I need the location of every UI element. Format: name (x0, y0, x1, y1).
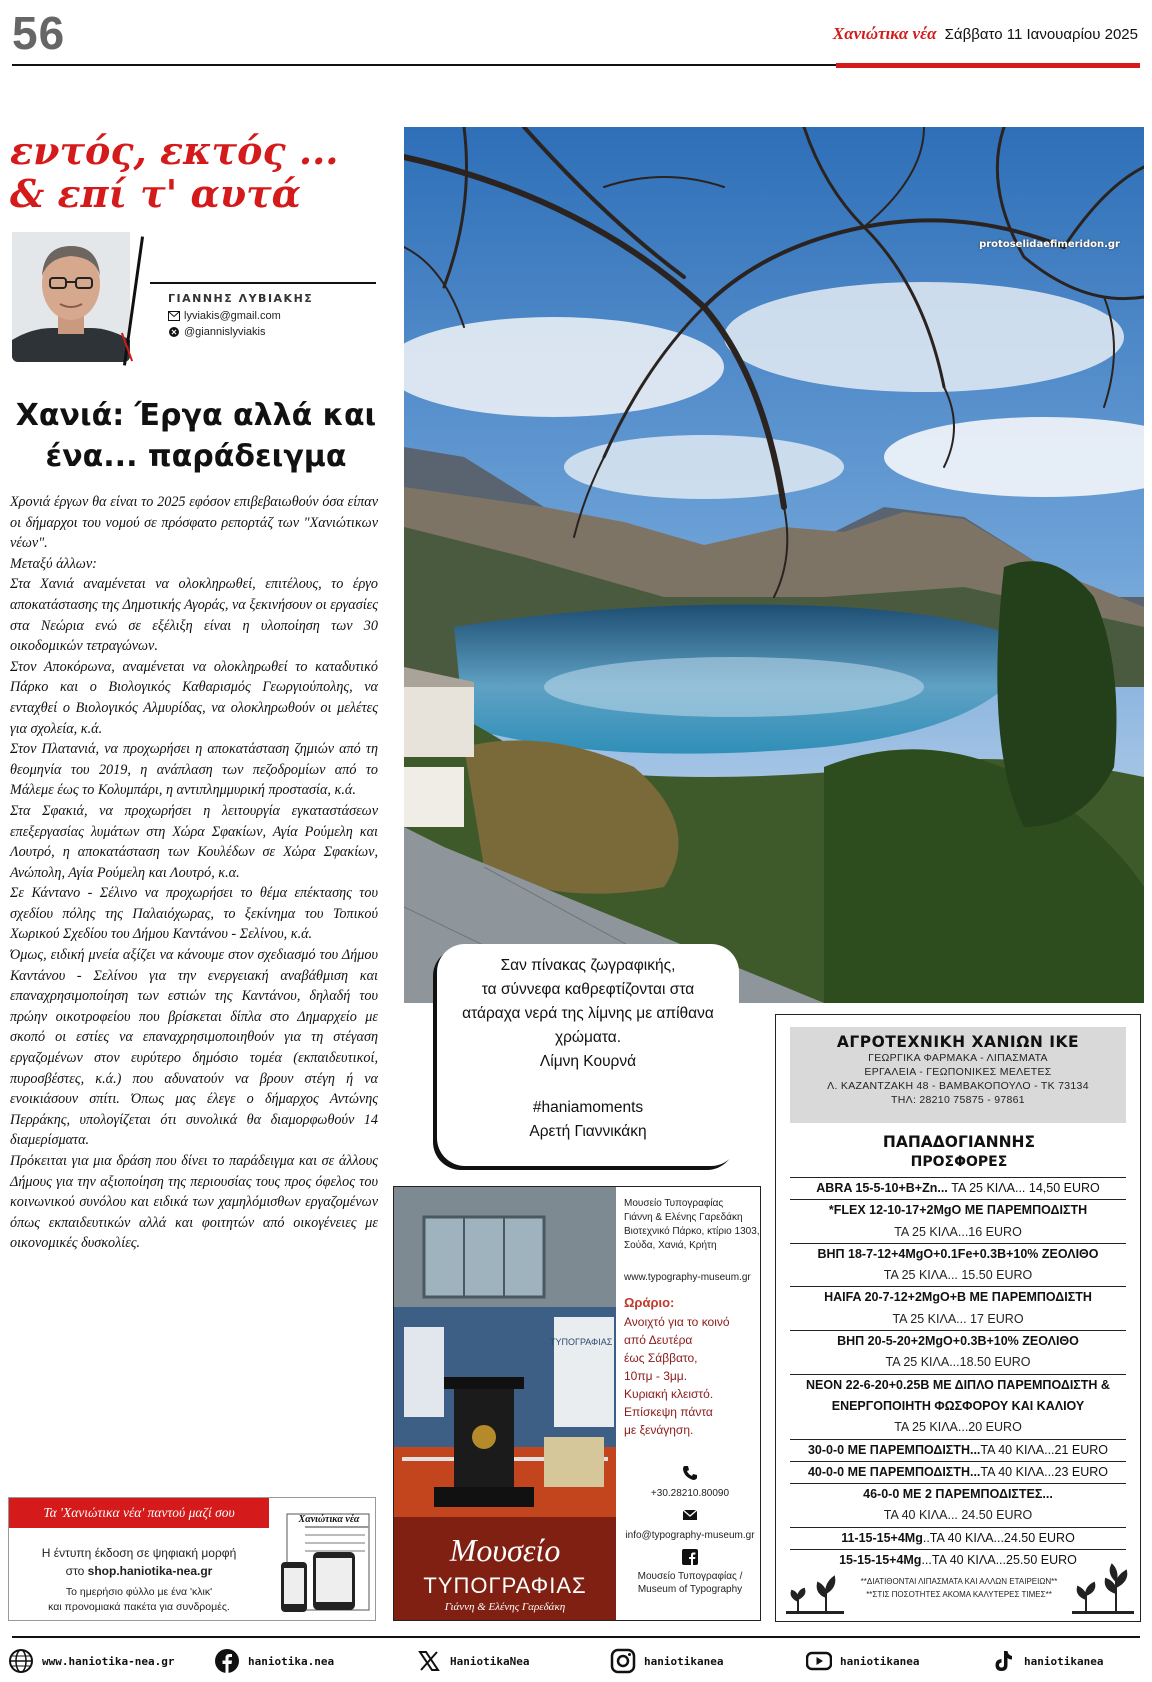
article-paragraph: Σε Κάντανο - Σέλινο να προχωρήσει το θέμα επέκτασης του σχεδίου πόλης της Παλαιόχωρας, το ξεκίνημα του Τοπικού Χωρικού Σχεδίου του Δήμου Καντάνου - Σελίνου, κ.ά. (10, 885, 378, 943)
offer-item (790, 1330, 1126, 1374)
offer-price: ΤΑ 25 ΚΙΛΑ...16 EURO (894, 1224, 1022, 1239)
promo-line4: και προνομιακά πακέτα για συνδρομές. (48, 1601, 230, 1613)
author-email-text: lyviakis@gmail.com (184, 310, 281, 322)
envelope-icon (168, 311, 180, 321)
offer-price: ΤΑ 25 ΚΙΛΑ... 15.50 EURO (883, 1268, 1033, 1283)
photo-credit: protoselidaefimeridon.gr (979, 239, 1120, 250)
offer-price: ΤΑ 25 ΚΙΛΑ...20 EURO (894, 1420, 1022, 1435)
museum-logo-script: Μουσείο (449, 1532, 561, 1568)
column-title (10, 130, 380, 215)
author-email[interactable] (168, 310, 281, 322)
tiktok-icon (990, 1648, 1016, 1674)
page-number: 56 (12, 7, 66, 59)
agro-seller: ΠΑΠΑΔΟΓΙΑΝΝΗΣ (882, 1133, 1036, 1151)
agro-footnote: **ΣΤΙΣ ΠΟΣΟΤΗΤΕΣ ΑΚΟΜΑ ΚΑΛΥΤΕΡΕΣ ΤΙΜΕΣ** (866, 1590, 1052, 1599)
device-brand: Χανιώτικα νέα (298, 1514, 360, 1525)
caption-spacer (437, 1074, 739, 1096)
offer-product: ΕΝΕΡΓΟΠΟΙΗΤΗ ΦΩΣΦΟΡΟΥ ΚΑΙ ΚΑΛΙΟΥ (831, 1398, 1085, 1413)
museum-ad[interactable] (393, 1186, 761, 1621)
article-paragraph: Στον Πλατανιά, να προχωρήσει η αποκατάσταση ζημιών από τη θεομηνία του 2019, η ανάπλαση των πεζοδρομίων από το Μάλεμε έως το Κολυμπάρι, η αντιπλημμυρική προστασία, κ.ά. (10, 741, 378, 799)
facebook-icon (214, 1648, 240, 1674)
masthead-brand: Χανιώτικα νέα (832, 24, 937, 43)
footer-facebook-text: haniotika.nea (248, 1654, 335, 1668)
lake-photo (404, 127, 1144, 1003)
offer-product: ΒΗΠ 18-7-12+4MgO+0.1Fe+0.3B+10% ΖΕΟΛΙΘΟ (817, 1246, 1099, 1261)
envelope-icon (682, 1507, 698, 1523)
phone-icon (682, 1465, 698, 1481)
x-logo-icon (416, 1648, 442, 1674)
agro-company: ΑΓΡΟΤΕΧΝΙΚΗ ΧΑΝΙΩΝ ΙΚΕ (836, 1033, 1080, 1051)
x-logo-icon (168, 327, 180, 337)
author-photo (12, 232, 130, 362)
agro-offers-title: ΠΡΟΣΦΟΡΕΣ (910, 1154, 1008, 1170)
offer-price: ΤΑ 25 ΚΙΛΑ... 17 EURO (892, 1311, 1024, 1326)
caption-line: ατάραχα νερά της λίμνης με απίθανα (462, 1005, 714, 1022)
hours-line: με ξενάγηση. (624, 1423, 694, 1437)
agro-header (790, 1027, 1126, 1123)
instagram-icon (610, 1648, 636, 1674)
museum-address (624, 1197, 760, 1253)
hours-line: έως Σάββατο, (624, 1351, 698, 1365)
offer-item (790, 1439, 1126, 1461)
article-headline (10, 396, 382, 477)
footer-tiktok[interactable] (990, 1648, 1103, 1674)
hours-line: Ανοιχτό για το κοινό (624, 1315, 730, 1329)
agro-ad[interactable] (775, 1014, 1141, 1622)
offer-item (790, 1374, 1126, 1439)
caption-line: χρώματα. (554, 1029, 622, 1046)
museum-logo-main: ΤΥΠΟΓΡΑΦΙΑΣ (423, 1573, 587, 1598)
promo-line2-prefix: στο (65, 1564, 85, 1578)
masthead-date: Σάββατο 11 Ιανουαρίου 2025 (944, 26, 1138, 43)
offer-item (790, 1177, 1126, 1199)
article-body (10, 492, 378, 1254)
hours-line: Κυριακή κλειστό. (624, 1387, 714, 1401)
footer-website-text: www.haniotika-nea.gr (42, 1654, 175, 1668)
subscription-promo[interactable] (8, 1497, 376, 1621)
address-line: Σούδα, Χανιά, Κρήτη (624, 1240, 717, 1251)
hours-line: Επίσκεψη πάντα (624, 1405, 713, 1419)
article-paragraph: Χρονιά έργων θα είναι το 2025 εφόσον επιβεβαιωθούν όσα είπαν οι δήμαρχοι του νομού σε πρόσφατο ρεπορτάζ των "Χανιώτικων νέων". (10, 494, 378, 552)
promo-line1: Η έντυπη έκδοση σε ψηφιακή μορφή (41, 1546, 237, 1560)
museum-website[interactable]: www.typography-museum.gr (624, 1272, 751, 1283)
caption-photographer: Αρετή Γιαννικάκη (529, 1123, 647, 1140)
caption-line: Σαν πίνακας ζωγραφικής, (500, 957, 676, 974)
device-mockup (279, 1512, 371, 1616)
museum-logo-sub: Γιάννη & Ελένης Γαρεδάκη (444, 1601, 566, 1613)
facebook-line: Μουσείο Τυπογραφίας / (637, 1571, 743, 1582)
promo-line3: Το ημερήσιο φύλλο με ένα 'κλικ' (65, 1586, 213, 1598)
article-paragraph: Όμως, ειδική μνεία αξίζει να κάνουμε στον σχεδιασμό του Δήμου Καντάνου - Σελίνου για την ενεργειακή αναβάθμιση και επαναχρησιμοποίηση των εστιών της Καντάνου, δηλαδή του πρώην οικοτροφείου που βρίσκεται δίπλα στο Δημαρχείο με σκοπό οι εστίες να επαναχρησιμοποιηθούν για τη στέγαση εργαζομένων στον ευρύτερο δημόσιο τομέα (εκπαιδευτικοί, πυροσβέστες, κ.ά.) που αδυνατούν να βρουν στέγη ή να ενοικιάσουν σπίτι. Όπως μας έλεγε ο δήμαρχος Αντώνης Περράκης, υπολογίζεται ότι συνολικά θα διαμορφωθούν 14 διαμερίσματα. (10, 947, 378, 1149)
museum-facebook[interactable] (620, 1570, 760, 1596)
footer-social-bar (8, 1648, 1144, 1676)
offer-item (790, 1461, 1126, 1483)
footer-x[interactable] (416, 1648, 529, 1674)
hours-line: 10πμ - 3μμ. (624, 1369, 688, 1383)
hours-line: από Δευτέρα (624, 1333, 693, 1347)
globe-icon (8, 1648, 34, 1674)
offer-product: HAIFA 20-7-12+2MgO+B ΜΕ ΠΑΡΕΜΠΟΔΙΣΤΗ (824, 1290, 1092, 1305)
top-rule-accent (836, 63, 1140, 68)
headline-line2: ένα... παράδειγμα (45, 438, 347, 474)
headline-line1: Χανιά: Έργα αλλά και (15, 398, 377, 433)
offer-item (790, 1199, 1126, 1243)
author-x-handle[interactable] (168, 326, 265, 338)
youtube-icon (806, 1648, 832, 1674)
article-paragraph: Μεταξύ άλλων: (10, 555, 97, 572)
masthead (833, 24, 1138, 44)
address-line: Βιοτεχνικό Πάρκο, κτίριο 1303, (624, 1226, 760, 1237)
footer-x-text: HaniotikaNea (450, 1654, 530, 1668)
museum-hours (624, 1313, 760, 1439)
address-line: Μουσείο Τυπογραφίας (624, 1198, 724, 1209)
offer-item (790, 1286, 1126, 1330)
offer-price: ...ΤΑ 40 ΚΙΛΑ...25.50 EURO (921, 1553, 1077, 1568)
footer-instagram-text: haniotikanea (644, 1654, 724, 1668)
author-x-text: @giannislyviakis (184, 326, 266, 338)
agro-line: ΓΕΩΡΓΙΚΑ ΦΑΡΜΑΚΑ - ΛΙΠΑΣΜΑΤΑ (868, 1052, 1048, 1064)
article-paragraph: Στα Σφακιά, να προχωρήσει η λειτουργία εγκαταστάσεων επεξεργασίας λυμάτων στη Χώρα Σφακίων, Αγία Ρούμελη και Λουτρό, η αποκατάσταση των Κουλέδων σε Χώρα Σφακίων, Ανώπολη, Αγία Ρούμελη και Λουτρό, κ.α. (10, 802, 378, 881)
museum-sign: ΤΥΠΟΓΡΑΦΙΑΣ (550, 1337, 613, 1347)
article-paragraph: Πρόκειται για μια δράση που δίνει το παράδειγμα και σε άλλους Δήμους για την αξιοποίηση της περιουσίας τους προς όφελος του κοινωνικού συνόλου και ειδικά των χαμηλόμισθων εργαζομένων όπως εκπαιδευτικών αλλά και φοιτητών από οικογένειες με οικονομικές δυσκολίες. (10, 1153, 378, 1252)
footer-website[interactable] (8, 1648, 174, 1674)
offer-item (790, 1243, 1126, 1287)
promo-line2 (9, 1564, 269, 1578)
column-title-line1: εντός, εκτός ... (10, 128, 339, 173)
offer-product: 30-0-0 ΜΕ ΠΑΡΕΜΠΟΔΙΣΤΗ... (807, 1442, 981, 1457)
offer-price: ΤΑ 40 ΚΙΛΑ...21 EURO (980, 1442, 1109, 1457)
offer-product: 40-0-0 ΜΕ ΠΑΡΕΜΠΟΔΙΣΤΗ... (807, 1464, 981, 1479)
author-rule (150, 282, 376, 284)
address-line: Γιάννη & Ελένης Γαρεδάκη (624, 1212, 743, 1223)
offer-product: 46-0-0 ΜΕ 2 ΠΑΡΕΜΠΟΔΙΣΤΕΣ... (863, 1487, 1053, 1502)
offer-item (790, 1483, 1126, 1527)
offer-price: ΤΑ 25 ΚΙΛΑ...18.50 EURO (885, 1355, 1031, 1370)
agro-phone: ΤΗΛ: 28210 75875 - 97861 (891, 1094, 1025, 1106)
footer-youtube-text: haniotikanea (840, 1654, 920, 1668)
column-title-line2: & επί τ' αυτά (10, 170, 301, 216)
article-paragraph: Στον Αποκόρωνα, αναμένεται να ολοκληρωθεί το καταδυτικό Πάρκο και ο Βιολογικός Καθαρισμός Γεωργιούπολης, να ενταχθεί ο Βιολογικός Αλμυρίδας, να ολοκληρωθούν οι μελέτες για σχολεία, κ.ά. (10, 658, 378, 737)
plant-icon (786, 1571, 844, 1615)
agro-line: Λ. ΚΑΖΑΝΤΖΑΚΗ 48 - ΒΑΜΒΑΚΟΠΟΥΛΟ - ΤΚ 73134 (827, 1080, 1089, 1092)
museum-phone[interactable]: +30.28210.80090 (650, 1488, 730, 1499)
photo-caption (437, 944, 739, 1166)
offer-item (790, 1527, 1126, 1549)
offer-price: ..ΤΑ 40 ΚΙΛΑ...24.50 EURO (922, 1530, 1075, 1545)
offer-product: 11-15-15+4Mg (841, 1530, 923, 1545)
agro-offer-list (790, 1177, 1126, 1571)
caption-location: Λίμνη Κουρνά (539, 1053, 637, 1070)
author-name: ΓΙΑΝΝΗΣ ΛΥΒΙΑΚΗΣ (168, 292, 314, 305)
bottom-rule (12, 1636, 1140, 1638)
facebook-line: Museum of Typography (637, 1584, 743, 1595)
offer-price: ΤΑ 40 ΚΙΛΑ... 24.50 EURO (883, 1508, 1033, 1523)
footer-tiktok-text: haniotikanea (1024, 1654, 1104, 1668)
museum-email[interactable]: info@typography-museum.gr (625, 1530, 755, 1541)
plant-icon (1072, 1563, 1134, 1615)
caption-line: τα σύννεφα καθρεφτίζονται στα (481, 981, 695, 998)
article-paragraph: Στα Χανιά αναμένεται να ολοκληρωθεί, επιτέλους, το έργο αποκατάστασης της Δημοτικής Αγοράς, να ξεκινήσουν οι εργασίες στα Νεώρια ενώ σε εξέλιξη είναι η υλοποίηση των 30 οικοδομικών τετραγώνων. (10, 576, 378, 655)
offer-product: ABRA 15-5-10+B+Zn... (816, 1181, 948, 1195)
footer-instagram[interactable] (610, 1648, 723, 1674)
offer-product: *FLEX 12-10-17+2MgO ΜΕ ΠΑΡΕΜΠΟΔΙΣΤΗ (828, 1203, 1088, 1218)
promo-shop-link[interactable]: shop.haniotika-nea.gr (87, 1564, 213, 1578)
facebook-icon (682, 1549, 698, 1565)
offer-price: ΤΑ 25 ΚΙΛΑ... 14,50 EURO (947, 1181, 1100, 1195)
offer-product: NEON 22-6-20+0.25B ΜΕ ΔΙΠΛΟ ΠΑΡΕΜΠΟΔΙΣΤΗ & (806, 1377, 1110, 1392)
agro-line: ΕΡΓΑΛΕΙΑ - ΓΕΩΠΟΝΙΚΕΣ ΜΕΛΕΤΕΣ (864, 1066, 1052, 1078)
agro-footnote: **ΔΙΑΤΙΘΟΝΤΑΙ ΛΙΠΑΣΜΑΤΑ ΚΑΙ ΑΛΛΩΝ ΕΤΑΙΡΕΙΩΝ** (860, 1577, 1058, 1586)
footer-youtube[interactable] (806, 1648, 919, 1674)
author-box (12, 232, 376, 366)
footer-facebook[interactable] (214, 1648, 334, 1674)
offer-price: ΤΑ 40 ΚΙΛΑ...23 EURO (980, 1464, 1109, 1479)
promo-headline: Τα 'Χανιώτικα νέα' παντού μαζί σου (9, 1498, 269, 1528)
offer-product: ΒΗΠ 20-5-20+2MgO+0.3B+10% ΖΕΟΛΙΘΟ (837, 1334, 1079, 1349)
offer-product: 15-15-15+4Mg (839, 1553, 922, 1568)
caption-hashtag[interactable]: #haniamoments (532, 1099, 644, 1116)
museum-hours-title: Ωράριο: (624, 1295, 675, 1310)
